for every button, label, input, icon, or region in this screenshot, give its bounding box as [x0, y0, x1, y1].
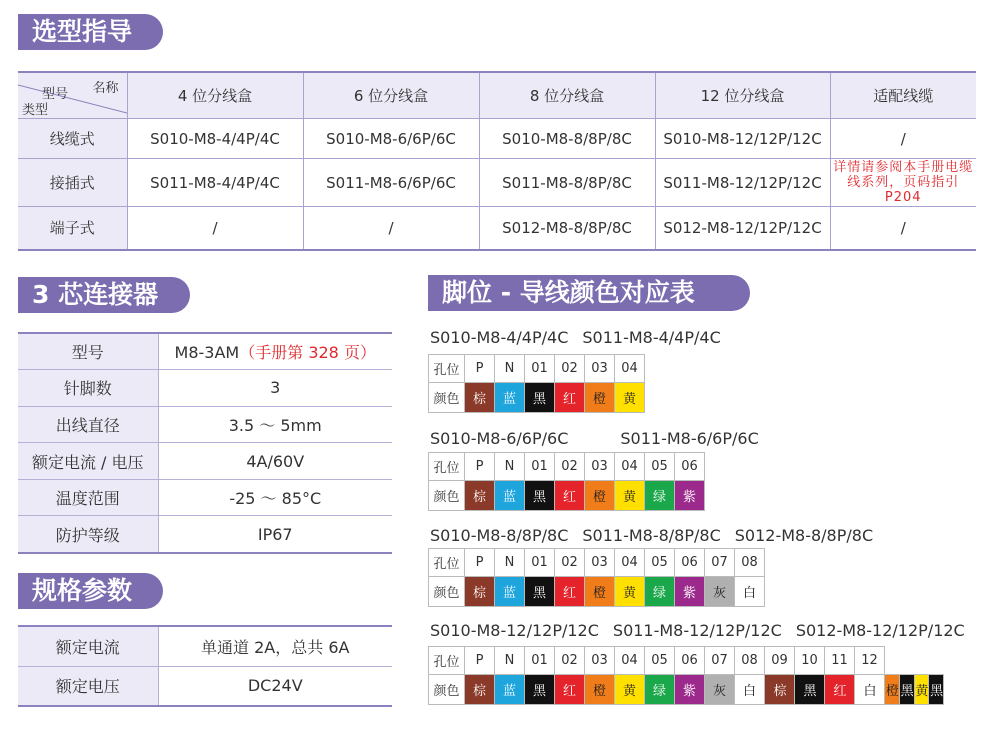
spec-value: 3 — [270, 378, 281, 398]
model-cell: S011-M8-12/12P/12C — [655, 159, 830, 207]
model-title: S012-M8-12/12P/12C — [795, 621, 965, 640]
pin-cell: 02 — [555, 453, 585, 481]
color-swatch: 白 — [735, 577, 765, 607]
model-title: S012-M8-8/8P/8C — [734, 526, 874, 545]
pin-color-table — [428, 452, 705, 511]
color-swatch: 红 — [825, 675, 855, 705]
pin-cell: 06 — [675, 549, 705, 577]
model-cell: / — [127, 207, 303, 250]
corner-model-label: 型号 — [42, 87, 69, 102]
pin-cell: 02 — [555, 549, 585, 577]
color-swatch: 黑 — [929, 675, 944, 705]
pin-group-title — [430, 328, 735, 347]
color-swatch: 棕 — [765, 675, 795, 705]
spec-label: 出线直径 — [18, 406, 158, 443]
pin-cell: 04 — [615, 355, 645, 383]
spec-value: 单通道 2A，总共 6A — [201, 637, 350, 657]
model-cell: / — [303, 207, 479, 250]
color-swatch: 蓝 — [495, 383, 525, 413]
model-cell: S011-M8-6/6P/6C — [303, 159, 479, 207]
pin-cell: 02 — [555, 647, 585, 675]
color-swatch: 灰 — [705, 675, 735, 705]
model-cell: S010-M8-6/6P/6C — [303, 119, 479, 159]
spec-row — [18, 370, 392, 407]
pin-cell: 08 — [735, 647, 765, 675]
color-swatch: 橙 — [885, 675, 900, 705]
selection-header-row — [18, 72, 976, 119]
row-label: 线缆式 — [18, 119, 127, 159]
pin-cell: 04 — [615, 453, 645, 481]
cable-reference-note: 详情请参阅本手册电缆线系列，页码指引 P204 — [833, 160, 974, 205]
model-title: S011-M8-8/8P/8C — [582, 526, 721, 545]
color-row — [429, 481, 705, 511]
model-title: S011-M8-12/12P/12C — [612, 621, 782, 640]
spec-row — [18, 516, 392, 553]
pin-row — [429, 453, 705, 481]
color-swatch: 棕 — [465, 577, 495, 607]
pin-color-table — [428, 354, 645, 413]
color-swatch: 红 — [555, 383, 585, 413]
pin-cell: 03 — [585, 647, 615, 675]
model-title: S010-M8-8/8P/8C — [430, 526, 569, 545]
hole-label: 孔位 — [429, 355, 465, 383]
manual-page-link[interactable]: （手册第 328 页） — [239, 343, 376, 363]
pin-cell: 12 — [855, 647, 885, 675]
model-cell: / — [900, 218, 906, 237]
pin-cell: 01 — [525, 647, 555, 675]
pin-cell: P — [465, 647, 495, 675]
pin-color-table — [428, 646, 944, 705]
column-header: 适配线缆 — [830, 72, 976, 119]
pin-group-title — [430, 526, 887, 545]
row-label: 接插式 — [18, 159, 127, 207]
pin-cell: 01 — [525, 549, 555, 577]
color-swatch: 黄 — [615, 577, 645, 607]
spec-row — [18, 406, 392, 443]
color-swatch: 蓝 — [495, 675, 525, 705]
color-label: 颜色 — [429, 383, 465, 413]
corner-type-label: 类型 — [22, 103, 49, 118]
row-label: 端子式 — [18, 207, 127, 250]
color-label: 颜色 — [429, 577, 465, 607]
spec-value: 3.5 ～ 5mm — [228, 415, 322, 435]
color-swatch: 白 — [735, 675, 765, 705]
selection-row-cable — [18, 119, 976, 159]
color-swatch: 红 — [555, 481, 585, 511]
pin-cell: N — [495, 647, 525, 675]
color-swatch: 橙 — [585, 481, 615, 511]
pin-cell: 08 — [735, 549, 765, 577]
color-swatch: 黑 — [525, 675, 555, 705]
column-header: 4 位分线盒 — [127, 72, 303, 119]
hole-label: 孔位 — [429, 453, 465, 481]
spec-row — [18, 666, 392, 706]
spec-label: 防护等级 — [18, 516, 158, 553]
color-row — [429, 675, 944, 705]
spec-row — [18, 626, 392, 666]
spec-row — [18, 333, 392, 370]
color-swatch: 棕 — [465, 675, 495, 705]
spec-value: IP67 — [257, 524, 293, 544]
pin-row — [429, 355, 645, 383]
color-swatch: 橙 — [585, 675, 615, 705]
color-swatch: 紫 — [675, 675, 705, 705]
hole-label: 孔位 — [429, 549, 465, 577]
color-swatch: 白 — [855, 675, 885, 705]
pin-group-title — [430, 429, 773, 448]
pin-cell: 03 — [585, 453, 615, 481]
pin-cell: 02 — [555, 355, 585, 383]
color-swatch: 棕 — [465, 481, 495, 511]
color-swatch: 绿 — [645, 675, 675, 705]
color-swatch: 黄 — [914, 675, 929, 705]
pin-cell: N — [495, 453, 525, 481]
model-cell: S012-M8-12/12P/12C — [655, 207, 830, 250]
hole-label: 孔位 — [429, 647, 465, 675]
model-title: S011-M8-6/6P/6C — [620, 429, 759, 448]
color-swatch: 黑 — [899, 675, 914, 705]
model-cell: / — [900, 129, 906, 148]
color-swatch: 紫 — [675, 481, 705, 511]
model-cell: S010-M8-4/4P/4C — [127, 119, 303, 159]
color-swatch: 黄 — [615, 675, 645, 705]
column-header: 8 位分线盒 — [479, 72, 655, 119]
pin-cell: P — [465, 453, 495, 481]
pin-cell: 05 — [645, 647, 675, 675]
model-cell: S010-M8-8/8P/8C — [479, 119, 655, 159]
pin-cell: P — [465, 549, 495, 577]
pin-cell: 07 — [705, 549, 735, 577]
selection-heading: 选型指导 — [18, 14, 163, 50]
model-cell: S012-M8-8/8P/8C — [479, 207, 655, 250]
pin-cell: P — [465, 355, 495, 383]
connector-heading: 3 芯连接器 — [18, 277, 190, 313]
color-swatch: 黑 — [525, 577, 555, 607]
pin-cell: N — [495, 355, 525, 383]
color-swatch: 绿 — [645, 577, 675, 607]
pin-group-title — [430, 621, 979, 640]
pin-cell: 11 — [825, 647, 855, 675]
color-swatch: 紫 — [675, 577, 705, 607]
spec-value — [158, 333, 392, 370]
pin-cell: 04 — [615, 549, 645, 577]
pin-cell: 04 — [615, 647, 645, 675]
spec-label: 额定电压 — [18, 666, 158, 706]
spec-row — [18, 479, 392, 516]
model-title: S011-M8-4/4P/4C — [582, 328, 721, 347]
model-title: S010-M8-12/12P/12C — [430, 621, 599, 640]
connector-model: M8-3AM — [174, 343, 240, 363]
params-spec-table — [18, 625, 392, 707]
spec-label: 额定电流 / 电压 — [18, 443, 158, 480]
selection-row-plug — [18, 159, 976, 207]
column-header: 6 位分线盒 — [303, 72, 479, 119]
pin-cell: N — [495, 549, 525, 577]
color-swatch: 灰 — [705, 577, 735, 607]
pin-cell: 06 — [675, 453, 705, 481]
column-header: 12 位分线盒 — [655, 72, 830, 119]
color-swatch: 黑 — [525, 383, 555, 413]
pin-cell: 09 — [765, 647, 795, 675]
color-label: 颜色 — [429, 481, 465, 511]
model-cell: S011-M8-8/8P/8C — [479, 159, 655, 207]
color-swatch: 黄 — [615, 481, 645, 511]
color-swatch: 绿 — [645, 481, 675, 511]
model-cell: S010-M8-12/12P/12C — [655, 119, 830, 159]
color-swatch: 黑 — [525, 481, 555, 511]
model-title: S010-M8-4/4P/4C — [430, 328, 569, 347]
params-heading: 规格参数 — [18, 573, 163, 609]
spec-row — [18, 443, 392, 480]
pin-row — [429, 549, 765, 577]
pin-row — [429, 647, 944, 675]
spec-label: 额定电流 — [18, 626, 158, 666]
corner-name-label: 名称 — [92, 81, 119, 96]
pin-cell: 03 — [585, 355, 615, 383]
color-row — [429, 383, 645, 413]
pin-color-table — [428, 548, 765, 607]
pin-cell: 01 — [525, 355, 555, 383]
pin-cell: 06 — [675, 647, 705, 675]
model-cell: S011-M8-4/4P/4C — [127, 159, 303, 207]
spec-value: 4A/60V — [246, 451, 305, 471]
spec-label: 针脚数 — [18, 370, 158, 407]
model-title: S010-M8-6/6P/6C — [430, 429, 569, 448]
pin-heading: 脚位 - 导线颜色对应表 — [428, 275, 750, 311]
pin-cell: 10 — [795, 647, 825, 675]
pin-cell: 05 — [645, 453, 675, 481]
color-swatch: 橙 — [585, 577, 615, 607]
color-swatch: 蓝 — [495, 481, 525, 511]
pin-cell: 03 — [585, 549, 615, 577]
spec-label: 型号 — [18, 333, 158, 370]
spec-label: 温度范围 — [18, 479, 158, 516]
selection-corner-cell — [18, 72, 127, 119]
pin-cell: 01 — [525, 453, 555, 481]
color-swatch: 棕 — [465, 383, 495, 413]
pin-cell: 05 — [645, 549, 675, 577]
color-row — [429, 577, 765, 607]
color-swatch: 黑 — [795, 675, 825, 705]
spec-value: -25 ～ 85°C — [229, 489, 322, 509]
color-swatch: 红 — [555, 577, 585, 607]
pin-cell: 07 — [705, 647, 735, 675]
selection-row-terminal — [18, 207, 976, 250]
color-swatch: 黄 — [615, 383, 645, 413]
connector-spec-table — [18, 332, 392, 554]
color-swatch: 橙 — [585, 383, 615, 413]
color-swatch: 蓝 — [495, 577, 525, 607]
spec-value: DC24V — [247, 676, 303, 696]
selection-table — [18, 71, 976, 251]
color-swatch: 红 — [555, 675, 585, 705]
color-label: 颜色 — [429, 675, 465, 705]
